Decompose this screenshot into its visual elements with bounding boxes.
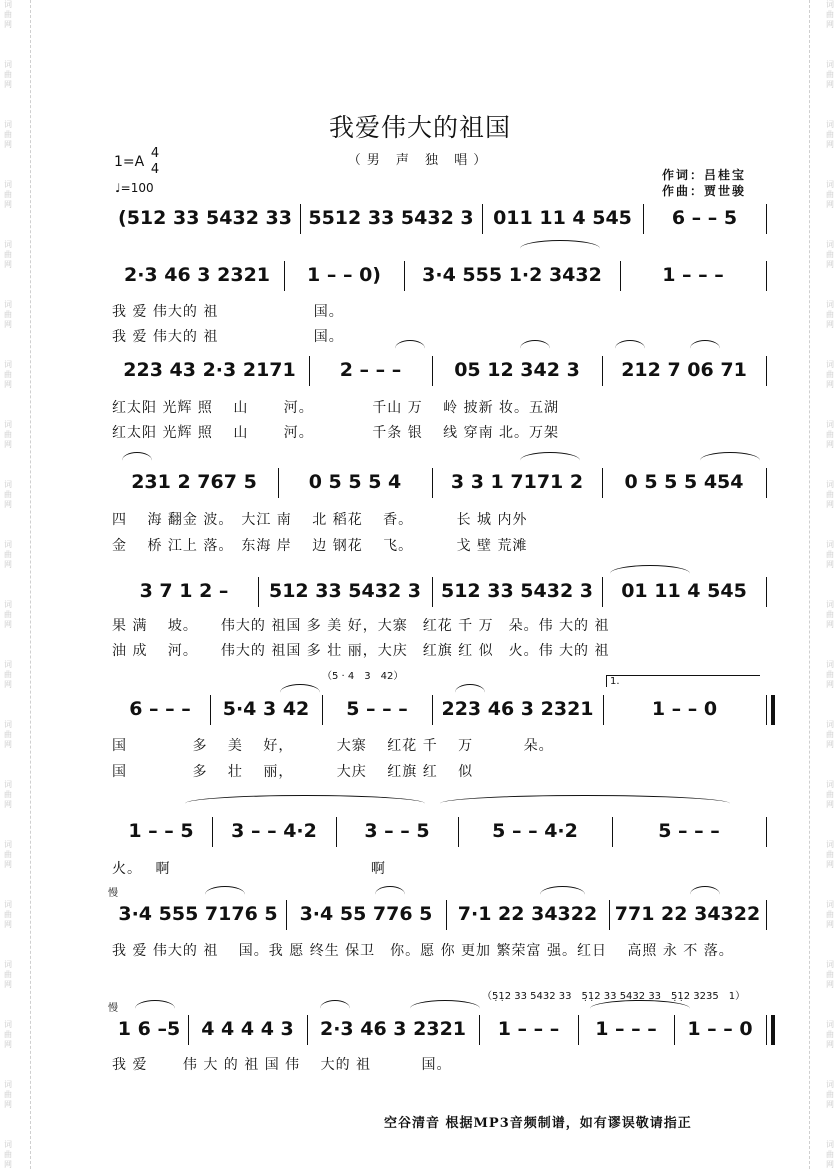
barline <box>258 577 259 607</box>
score-system <box>0 898 840 932</box>
song-title: 我爱伟大的祖国 <box>328 113 511 142</box>
watermark-text: 词曲网 <box>826 0 834 29</box>
barline <box>336 817 337 847</box>
watermark-text: 词曲网 <box>4 360 12 389</box>
time-signature-top: 4 <box>150 146 160 161</box>
barline <box>602 468 603 498</box>
watermark-text: 词曲网 <box>826 660 834 689</box>
measure: 1 – – – <box>662 264 724 286</box>
time-signature-bottom: 4 <box>150 162 160 177</box>
slur-arc <box>320 1000 350 1017</box>
barline <box>578 1015 579 1045</box>
watermark-text: 词曲网 <box>4 480 12 509</box>
barline <box>479 1015 480 1045</box>
barline <box>309 356 310 386</box>
slur-arc <box>440 795 730 812</box>
barline <box>766 695 775 725</box>
measure: (512 33 5432 33 <box>118 207 292 229</box>
watermark-text: 词曲网 <box>4 180 12 209</box>
watermark-text: 词曲网 <box>826 120 834 149</box>
measure: 771 22 34322 <box>614 903 761 925</box>
lyric-line: 我 爱 伟大的 祖 国。 <box>112 329 344 345</box>
watermark-text: 词曲网 <box>826 960 834 989</box>
slur-arc <box>122 452 152 469</box>
watermark-text: 词曲网 <box>826 540 834 569</box>
measure: 6 – – – <box>129 698 191 720</box>
slur-arc <box>690 340 720 357</box>
time-signature <box>148 146 162 178</box>
barline <box>766 1015 775 1045</box>
watermark-text: 词曲网 <box>4 960 12 989</box>
measure: 5 – – 4·2 <box>492 820 578 842</box>
slur-arc <box>615 340 645 357</box>
watermark-text: 词曲网 <box>826 720 834 749</box>
measure: 3 – – 4·2 <box>231 820 317 842</box>
lyric-line: 红太阳 光辉 照 山 河。 千条 银 线 穿南 北。万架 <box>112 425 560 441</box>
watermark-text: 词曲网 <box>826 600 834 629</box>
cue-notes: （5̣1̣2 33 5432 33 5̣1̣2 33 5432 33 5̣1̣2 3235 1） <box>482 991 746 1002</box>
slur-arc <box>520 452 580 469</box>
watermark-text: 词曲网 <box>4 300 12 329</box>
barline <box>766 468 767 498</box>
lyric-line: 国 多 美 好， 大寨 红花 千 万 朵。 <box>112 738 554 754</box>
score-system <box>0 575 840 609</box>
score-system <box>0 1013 840 1047</box>
watermark-text: 词曲网 <box>4 660 12 689</box>
measure: 1 – – – <box>595 1018 657 1040</box>
lyric-line: 我 爱 伟大的 祖 国。我 愿 终生 保卫 你。愿 你 更加 繁荣富 强。红日 高照 永 不 落。 <box>112 943 734 959</box>
slur-arc <box>540 886 585 903</box>
slur-arc <box>610 565 690 582</box>
watermark-text: 词曲网 <box>4 420 12 449</box>
barline <box>188 1015 189 1045</box>
watermark-text: 词曲网 <box>826 1140 834 1169</box>
measure: 1 – – 0 <box>687 1018 753 1040</box>
watermark-text: 词曲网 <box>4 780 12 809</box>
barline <box>603 695 604 725</box>
tempo-change-marker: 慢 <box>108 888 118 899</box>
measure: 212 7 06 71 <box>621 359 747 381</box>
barline <box>432 468 433 498</box>
barline <box>766 356 767 386</box>
slur-arc <box>395 340 425 357</box>
barline <box>766 900 767 930</box>
measure: 512 33 5432 3 <box>440 580 594 602</box>
slur-arc <box>375 886 405 903</box>
watermark-text: 词曲网 <box>4 60 12 89</box>
watermark-text: 词曲网 <box>826 240 834 269</box>
lyric-line: 油 成 河。 伟大的 祖国 多 壮 丽，大庆 红旗 红 似 火。伟 大的 祖 <box>112 643 610 659</box>
lyric-line: 我 爱 伟大的 祖 国。 <box>112 304 344 320</box>
score-system <box>0 259 840 293</box>
barline <box>432 695 433 725</box>
barline <box>284 261 285 291</box>
slur-arc <box>410 1000 480 1017</box>
measure: 231 2 767 5 <box>131 471 257 493</box>
barline <box>432 577 433 607</box>
barline <box>674 1015 675 1045</box>
measure: 223 46 3 2321 <box>441 698 594 720</box>
slur-arc <box>185 795 425 812</box>
barline <box>766 204 767 234</box>
measure: 6 – – 5 <box>671 207 738 229</box>
watermark-text: 词曲网 <box>4 840 12 869</box>
slur-arc <box>455 684 485 701</box>
barline <box>307 1015 308 1045</box>
slur-arc <box>205 886 245 903</box>
watermark-text: 词曲网 <box>4 900 12 929</box>
measure: 1 – – – <box>497 1018 560 1040</box>
measure: 2 – – – <box>339 359 402 381</box>
slur-arc <box>280 684 320 701</box>
barline <box>322 695 323 725</box>
slur-arc <box>520 240 600 257</box>
lyric-line: 红太阳 光辉 照 山 河。 千山 万 岭 披新 妆。五湖 <box>112 400 560 416</box>
measure: 223 43 2·3 2171 <box>123 359 296 381</box>
barline <box>482 204 483 234</box>
score-system <box>0 466 840 500</box>
watermark-text: 词曲网 <box>4 720 12 749</box>
measure: 3 3 1 7171 2 <box>450 471 584 493</box>
song-subtitle: （男 声 独 唱） <box>347 153 493 168</box>
measure: 5 – – – <box>346 698 408 720</box>
watermark-text: 词曲网 <box>4 240 12 269</box>
lyricist-credit: 作词：吕桂宝 <box>662 168 747 182</box>
barline <box>609 900 610 930</box>
measure: 512 33 5432 3 <box>268 580 422 602</box>
watermark-text: 词曲网 <box>4 1020 12 1049</box>
watermark-text: 词曲网 <box>4 600 12 629</box>
watermark-text: 词曲网 <box>4 120 12 149</box>
lyric-line: 我 爱 伟 大 的 祖 国 伟 大的 祖 国。 <box>112 1057 452 1073</box>
slur-arc <box>135 1000 175 1017</box>
watermark-text: 词曲网 <box>826 480 834 509</box>
measure: 01 11 4 545 <box>621 580 747 602</box>
watermark-text: 词曲网 <box>826 900 834 929</box>
barline <box>643 204 644 234</box>
cue-notes: （5 · 4 3 42） <box>322 671 404 682</box>
slur-arc <box>520 340 550 357</box>
watermark-text: 词曲网 <box>826 780 834 809</box>
volta-bracket: 1. <box>606 675 760 687</box>
barline <box>404 261 405 291</box>
footer-note: 空谷清音 根据MP3音频制谱，如有谬误敬请指正 <box>384 1116 692 1131</box>
measure: 3 – – 5 <box>364 820 430 842</box>
score-system <box>0 354 840 388</box>
barline <box>210 695 211 725</box>
measure: 0 5 5 5 4 <box>308 471 402 493</box>
measure: 3·4 555 7176 5 <box>118 903 278 925</box>
watermark-text: 词曲网 <box>4 0 12 29</box>
measure: 5 – – – <box>658 820 720 842</box>
barline <box>602 356 603 386</box>
measure: 05 12 342 3 <box>454 359 580 381</box>
measure: 5·4 3 42 <box>222 698 310 720</box>
watermark-text: 词曲网 <box>826 60 834 89</box>
measure: 3·4 55 776 5 <box>299 903 433 925</box>
barline <box>766 261 767 291</box>
lyric-line: 金 桥 江上 落。 东海 岸 边 钢花 飞。 戈 壁 荒滩 <box>112 538 528 554</box>
barline <box>620 261 621 291</box>
watermark-text: 词曲网 <box>826 180 834 209</box>
barline <box>766 577 767 607</box>
slur-arc <box>690 886 720 903</box>
score-system <box>0 693 840 727</box>
measure: 3 7 1 2 – <box>139 580 229 602</box>
measure: 2·3 46 3 2321 <box>319 1018 467 1040</box>
measure: 4 4 4 4 3 <box>201 1018 294 1040</box>
lyric-line: 火。 啊 啊 <box>112 861 386 877</box>
measure: 5512 33 5432 3 <box>308 207 474 229</box>
watermark-text: 词曲网 <box>4 540 12 569</box>
barline <box>458 817 459 847</box>
barline <box>212 817 213 847</box>
measure: 1 – – 0 <box>651 698 718 720</box>
lyric-line: 四 海 翻金 波。 大江 南 北 稻花 香。 长 城 内外 <box>112 512 528 528</box>
measure: 2·3 46 3 2321 <box>123 264 271 286</box>
watermark-text: 词曲网 <box>826 420 834 449</box>
key-signature: 1=A <box>114 154 145 170</box>
barline <box>300 204 301 234</box>
slur-arc <box>700 452 760 469</box>
score-system <box>0 202 840 236</box>
measure: 0 5 5 5 454 <box>624 471 744 493</box>
tempo-change-marker: 慢 <box>108 1003 118 1014</box>
measure: 1 – – 0) <box>307 264 381 286</box>
watermark-text: 词曲网 <box>4 1140 12 1169</box>
watermark-text: 词曲网 <box>826 1080 834 1109</box>
barline <box>432 356 433 386</box>
watermark-text: 词曲网 <box>826 300 834 329</box>
slur-arc <box>590 1000 690 1017</box>
lyric-line: 国 多 壮 丽， 大庆 红旗 红 似 <box>112 764 474 780</box>
tempo-marking: ♩=100 <box>115 181 154 195</box>
barline <box>446 900 447 930</box>
barline <box>602 577 603 607</box>
watermark-text: 词曲网 <box>826 1020 834 1049</box>
barline <box>278 468 279 498</box>
composer-credit: 作曲：贾世骏 <box>662 184 747 198</box>
measure: 3·4 555 1·2 3432 <box>422 264 602 286</box>
watermark-text: 词曲网 <box>826 360 834 389</box>
barline <box>766 817 767 847</box>
barline <box>286 900 287 930</box>
measure: 011 11 4 545 <box>493 207 632 229</box>
measure: 1 6 –5 <box>117 1018 181 1040</box>
watermark-text: 词曲网 <box>4 1080 12 1109</box>
measure: 1 – – 5 <box>128 820 194 842</box>
measure: 7·1 22 34322 <box>457 903 598 925</box>
score-system <box>0 815 840 849</box>
barline <box>612 817 613 847</box>
watermark-text: 词曲网 <box>826 840 834 869</box>
lyric-line: 果 满 坡。 伟大的 祖国 多 美 好，大寨 红花 千 万 朵。伟 大的 祖 <box>112 618 610 634</box>
